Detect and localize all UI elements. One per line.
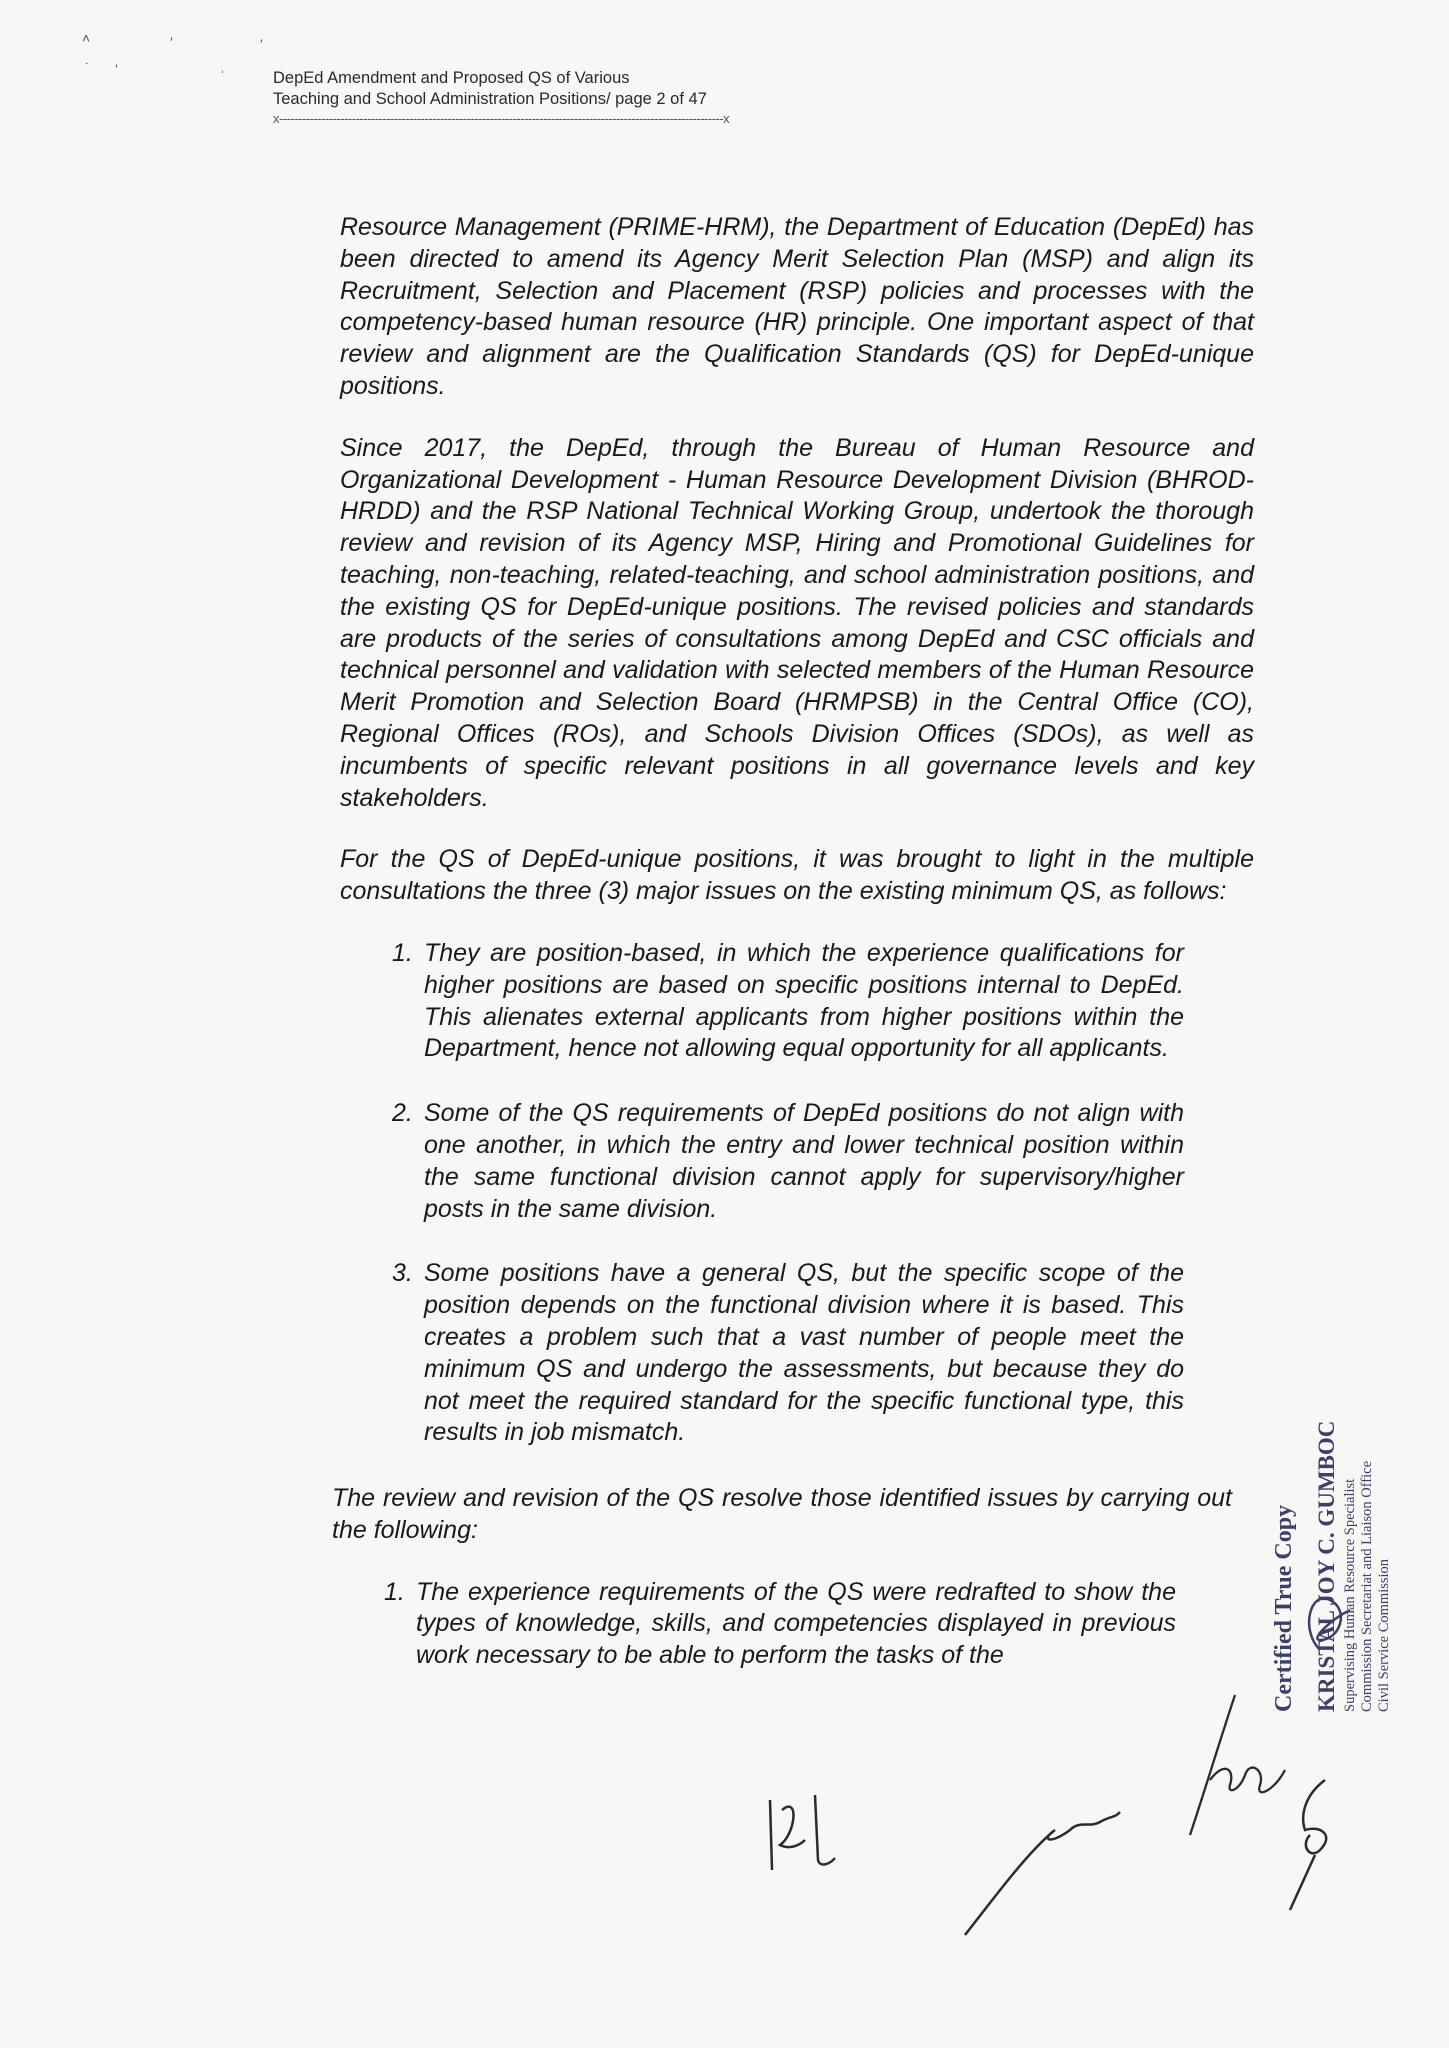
signature-initial-icon (1275, 1775, 1355, 1915)
header-title-line1: DepEd Amendment and Proposed QS of Various (273, 69, 630, 87)
stamp-office: Commission Secretariat and Liaison Office (1359, 1460, 1375, 1712)
paragraph-prime-hrm: Resource Management (PRIME-HRM), the Department of Education (DepEd) has been directed to amend its Agency Merit Selection Plan (MSP) and align its Recruitment, Selection and Placement (RSP) policies and processes with the competency-based human resource (HR) principle. One important aspect of that review and alignment are the Qualification Standards (QS) for DepEd-unique positions. (340, 213, 1254, 400)
document-body (332, 212, 1254, 1706)
list-number: 3. (392, 1259, 413, 1288)
stamp-signature-icon (1290, 1570, 1370, 1670)
list-item (340, 1258, 1254, 1449)
resolutions-list (332, 1577, 1254, 1672)
list-number: 1. (384, 1577, 405, 1606)
stamp-name: KRISTAL JOY C. GUMBOC (1314, 1420, 1339, 1712)
stamp-agency: Civil Service Commission (1376, 1558, 1392, 1712)
issues-list (340, 938, 1254, 1449)
list-text: The experience requirements of the QS were redrafted to show the types of knowledge, skills, and competencies displayed in previous work necessary to be able to perform the tasks of the (416, 1577, 1176, 1670)
paragraph-issues-intro: For the QS of DepEd-unique positions, it was brought to light in the multiple consultations the three (3) major issues on the existing minimum QS, as follows: (340, 845, 1254, 906)
paragraph-resolution-intro: The review and revision of the QS resolve those identified issues by carrying out the following: (332, 1484, 1232, 1544)
paragraph-review-since-2017: Since 2017, the DepEd, through the Bureau of Human Resource and Organizational Development - Human Resource Development Division (BHROD-HRDD) and the RSP National Technical Working Group, undertook the thorough review and revision of its Agency MSP, Hiring and Promotional Guidelines for teaching, non-teaching, related-teaching, and school administration positions, and the existing QS for DepEd-unique positions. The revised policies and standards are products of the series of consultations among DepEd and CSC officials and technical personnel and validation with selected members of the Human Resource Merit Promotion and Selection Board (HRMPSB) in the Central Office (CO), Regional Offices (ROs), and Schools Division Offices (SDOs), as well as incumbents of specific relevant positions in all governance levels and key stakeholders. (340, 433, 1254, 812)
list-number: 1. (392, 938, 413, 967)
list-text: They are position-based, in which the experience qualifications for higher positions are based on specific positions internal to DepEd. This alienates external applicants from higher positions within the Department, hence not allowing equal opportunity for all applicants. (424, 938, 1184, 1063)
stamp-role: Supervising Human Resource Specialist (1342, 1478, 1358, 1712)
list-item (340, 1098, 1254, 1225)
list-text: Some of the QS requirements of DepEd positions do not align with one another, in which the entry and lower technical position within the same functional division cannot apply for supervisory/higher posts in the same division. (424, 1099, 1184, 1223)
list-item (332, 1577, 1254, 1672)
header-title-line2: Teaching and School Administration Positions/ page 2 of 47 (273, 90, 707, 108)
list-text: Some positions have a general QS, but the specific scope of the position depends on the functional division where it is based. This creates a problem such that a vast number of people meet the minimum QS and undergo the assessments, but because they do not meet the required standard for the specific functional type, this results in job mismatch. (424, 1259, 1184, 1447)
scan-edge-marks: ˄ ′ ′ ˙ ʼ ˈ (82, 30, 263, 84)
signature-scribble-icon (960, 1790, 1130, 1940)
list-item (340, 938, 1254, 1065)
list-number: 2. (392, 1099, 413, 1128)
header-rule: x--------------------------------------------------------------------------------------------------------------------x (273, 111, 730, 126)
stamp-title: Certified True Copy (1271, 1504, 1297, 1712)
initials-signature-icon (760, 1790, 850, 1880)
page-header (273, 68, 729, 128)
